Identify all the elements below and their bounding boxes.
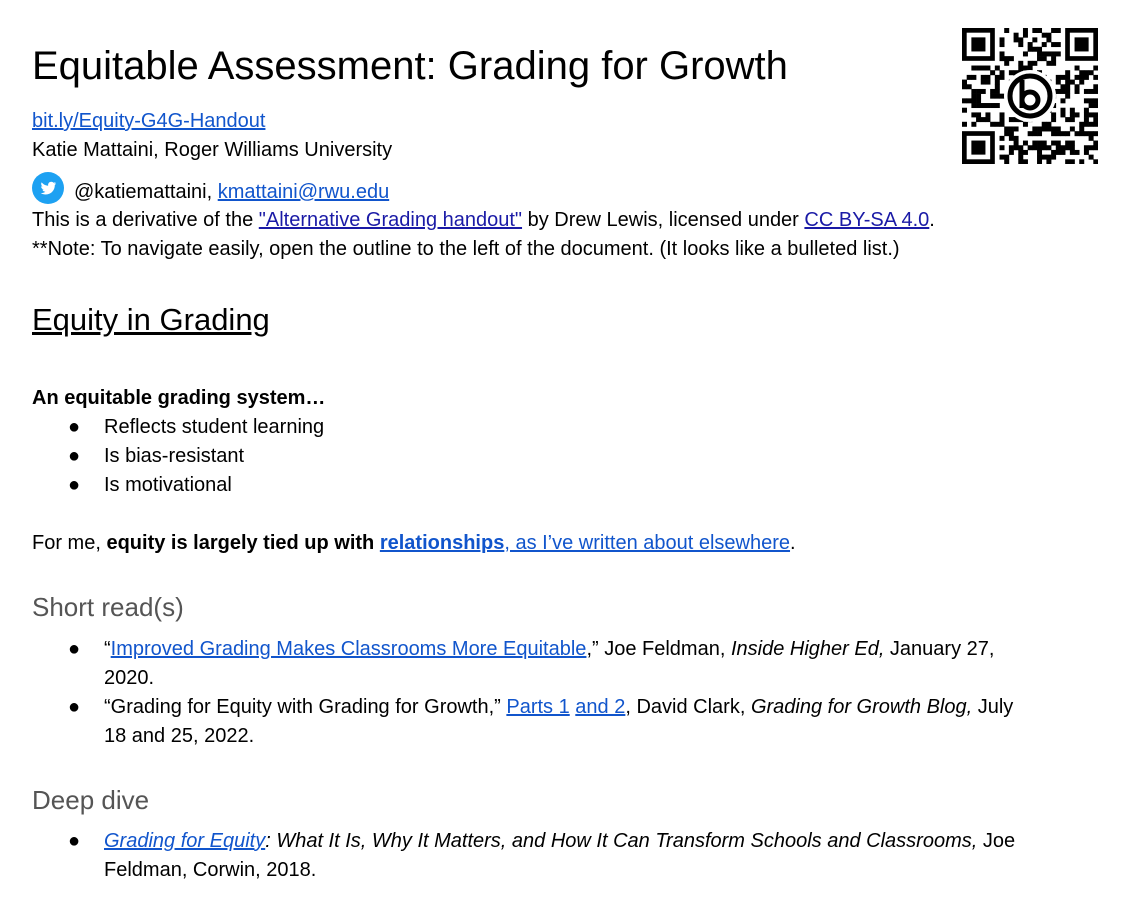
citation-author: Joe (977, 830, 1016, 852)
deep-dive-heading: Deep dive (32, 785, 150, 815)
relationships-pre: For me, (32, 532, 107, 554)
twitter-bird-icon[interactable] (32, 172, 64, 204)
short-reads-heading: Short read(s) (32, 592, 184, 622)
relationships-link-bold: relationships (379, 532, 505, 554)
bullet-icon: ● (68, 830, 81, 852)
citation-author: , David Clark, (625, 696, 751, 718)
parts-2-link[interactable]: and 2 (575, 696, 626, 718)
twitter-handle: @katiemattaini, (74, 181, 213, 203)
contact-line (32, 172, 389, 207)
publication-name: Grading for Growth Blog, (750, 696, 973, 718)
relationships-bold: equity is largely tied up with (106, 532, 380, 554)
bullet-icon: ● (68, 445, 81, 467)
list-item (32, 442, 324, 471)
handout-link[interactable]: bit.ly/Equity-G4G-Handout (32, 110, 266, 132)
book-subtitle: : What It Is, Why It Matters, and How It Can Transform Schools and Classrooms, (265, 830, 978, 852)
derivative-text-post: . (929, 209, 935, 231)
list-item-text: Reflects student learning (104, 416, 325, 438)
qr-code-icon[interactable] (962, 28, 1098, 164)
bullet-icon: ● (68, 696, 81, 718)
relationships-post: . (790, 532, 796, 554)
relationships-line (32, 529, 796, 558)
publication-name: Inside Higher Ed, (730, 638, 885, 660)
citation-date: July (972, 696, 1014, 718)
short-read-citation-1 (104, 635, 1013, 693)
derivative-line (32, 206, 935, 235)
page-title: Equitable Assessment: Grading for Growth (32, 44, 788, 88)
license-link[interactable]: CC BY-SA 4.0 (804, 209, 930, 231)
derivative-text-mid: by Drew Lewis, licensed under (522, 209, 805, 231)
citation-text: “Grading for Equity with Grading for Growth,” (104, 696, 507, 718)
deep-dive-citation (104, 827, 1015, 885)
list-item (32, 693, 1013, 751)
list-item (32, 413, 324, 442)
navigation-note: **Note: To navigate easily, open the outline to the left of the document. (It looks like a bulleted list.) (32, 238, 900, 260)
parts-1-link[interactable]: Parts 1 (506, 696, 570, 718)
citation-date-cont: 18 and 25, 2022. (104, 725, 255, 747)
email-link[interactable]: kmattaini@rwu.edu (217, 181, 390, 203)
citation-text: ,” Joe Feldman, (586, 638, 731, 660)
relationships-link-rest: , as I’ve written about elsewhere (504, 532, 791, 554)
book-title-link-text: Grading for Equity (104, 830, 266, 852)
citation-author-cont: Feldman, Corwin, 2018. (104, 859, 317, 881)
list-item (32, 471, 324, 500)
alternative-grading-link[interactable]: "Alternative Grading handout" (258, 209, 523, 231)
short-read-citation-2 (104, 693, 1013, 751)
short-reads-list (32, 635, 1013, 751)
improved-grading-link[interactable]: Improved Grading Makes Classrooms More Equitable (110, 638, 587, 660)
grading-for-equity-link[interactable] (104, 830, 265, 852)
relationships-link[interactable] (380, 532, 790, 554)
list-item-text: Is bias-resistant (104, 445, 245, 467)
bullet-icon: ● (68, 416, 81, 438)
author-line: Katie Mattaini, Roger Williams University (32, 139, 393, 161)
bullet-icon: ● (68, 638, 81, 660)
citation-date-cont: 2020. (104, 667, 155, 689)
list-item (32, 827, 1015, 885)
bullet-icon: ● (68, 474, 81, 496)
equitable-system-list (32, 413, 324, 500)
equitable-system-intro: An equitable grading system… (32, 387, 326, 409)
derivative-text-pre: This is a derivative of the (32, 209, 259, 231)
equity-in-grading-heading: Equity in Grading (32, 302, 270, 337)
quote-mark: “ (104, 638, 111, 660)
qr-code-graphic (962, 28, 1098, 164)
citation-date: January 27, (884, 638, 995, 660)
deep-dive-list (32, 827, 1015, 885)
list-item-text: Is motivational (104, 474, 232, 496)
list-item (32, 635, 1013, 693)
handout-link-line (32, 107, 265, 136)
